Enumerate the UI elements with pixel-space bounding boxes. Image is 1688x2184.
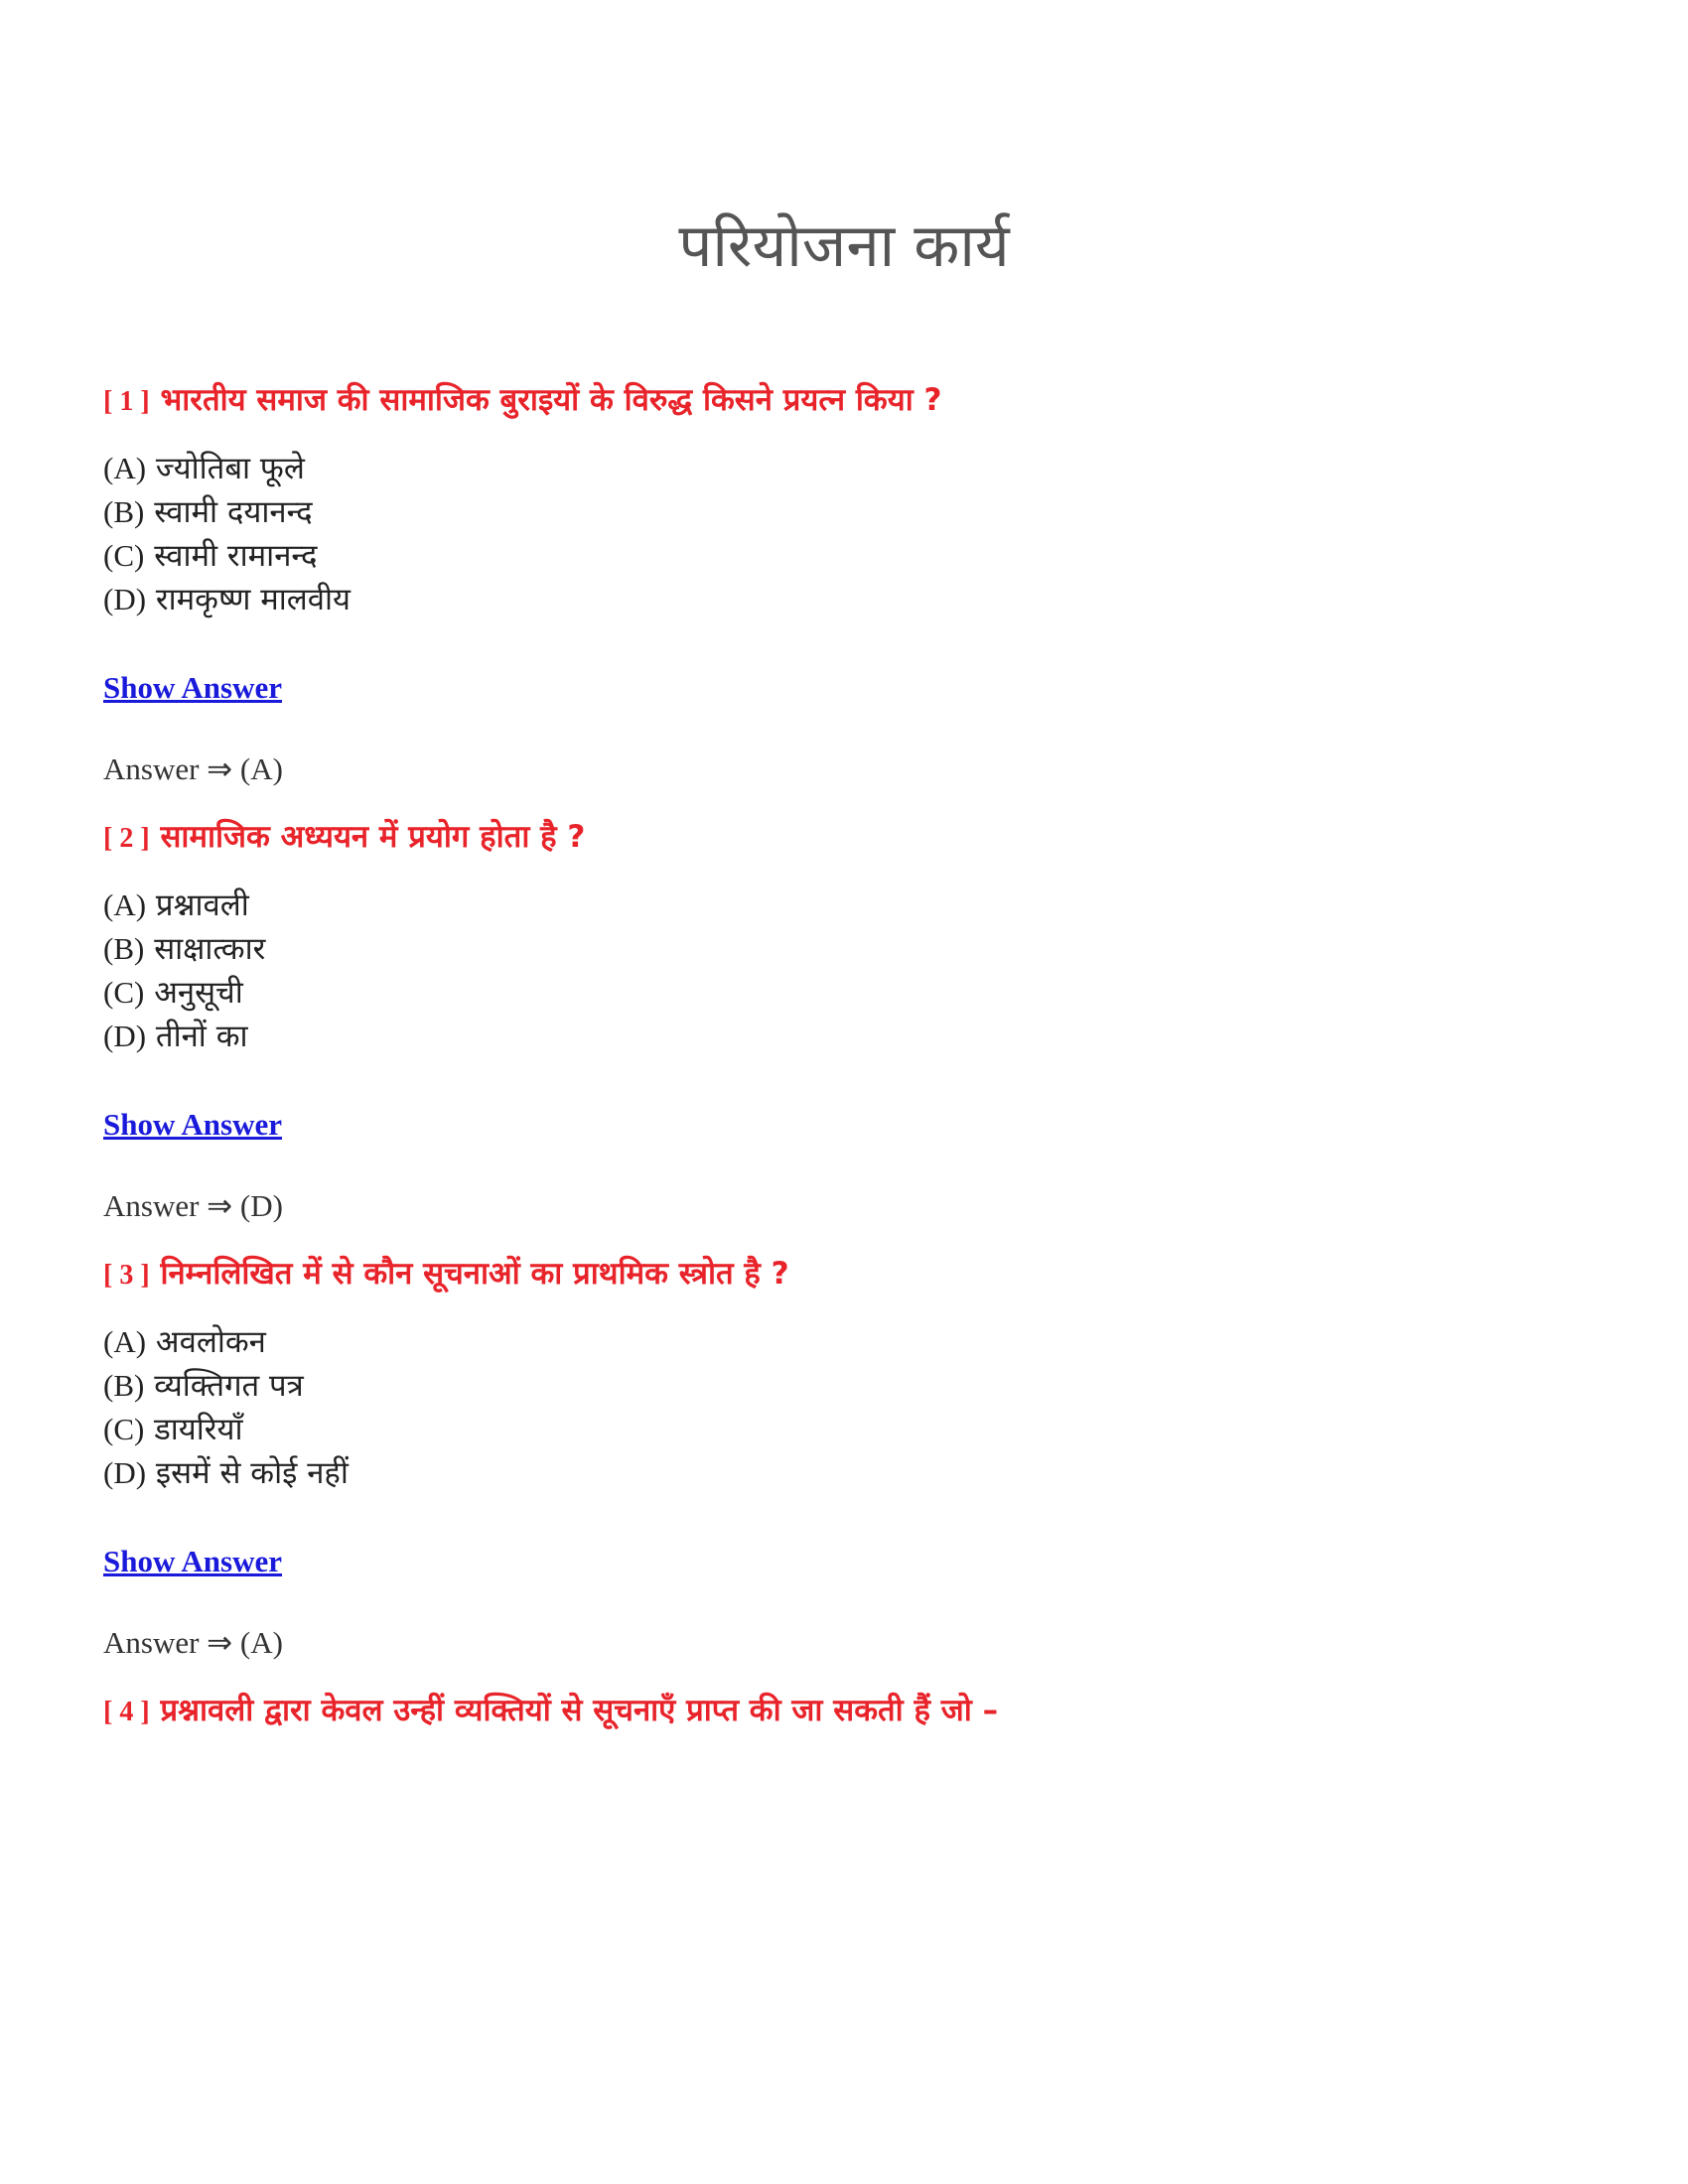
option-key: (D) — [103, 1019, 147, 1053]
option-key: (B) — [103, 1368, 145, 1403]
option-key: (B) — [103, 494, 145, 529]
option-text: अवलोकन — [155, 1324, 266, 1360]
option-key: (D) — [103, 1455, 147, 1490]
option-c — [103, 534, 1613, 578]
question-text: भारतीय समाज की सामाजिक बुराइयों के विरुद्ध किसने प्रयत्न किया ? — [160, 382, 942, 418]
question-number: [ 2 ] — [103, 823, 150, 854]
question-3 — [103, 1249, 1613, 1298]
page-title: परियोजना कार्य — [678, 211, 1010, 281]
question-text: निम्नलिखित में से कौन सूचनाओं का प्राथमिक स्त्रोत है ? — [160, 1256, 789, 1292]
option-key: (B) — [103, 931, 145, 966]
question-block-4 — [103, 1686, 1613, 1735]
question-number: [ 4 ] — [103, 1697, 150, 1727]
question-2 — [103, 812, 1613, 862]
question-block-1 — [103, 375, 1613, 794]
options-list — [103, 1320, 1613, 1495]
option-a — [103, 1320, 1613, 1364]
option-key: (C) — [103, 1412, 145, 1446]
option-text: तीनों का — [155, 1019, 248, 1054]
option-text: इसमें से कोई नहीं — [155, 1455, 349, 1491]
show-answer-link[interactable]: Show Answer — [103, 670, 283, 705]
question-text: सामाजिक अध्ययन में प्रयोग होता है ? — [160, 819, 586, 855]
show-answer-link[interactable]: Show Answer — [103, 1544, 283, 1578]
question-4 — [103, 1686, 1613, 1735]
option-text: डायरियाँ — [154, 1412, 243, 1447]
question-1 — [103, 375, 1613, 425]
option-key: (A) — [103, 451, 147, 485]
option-b — [103, 490, 1613, 534]
option-b — [103, 927, 1613, 971]
option-key: (A) — [103, 1324, 147, 1359]
option-text: प्रश्नावली — [155, 887, 249, 923]
question-block-2 — [103, 812, 1613, 1231]
option-text: साक्षात्कार — [154, 931, 266, 967]
option-key: (C) — [103, 538, 145, 573]
option-a — [103, 884, 1613, 927]
option-c — [103, 1408, 1613, 1451]
question-block-3 — [103, 1249, 1613, 1668]
options-list — [103, 447, 1613, 621]
option-text: व्यक्तिगत पत्र — [154, 1368, 304, 1404]
option-c — [103, 971, 1613, 1015]
option-d — [103, 578, 1613, 621]
question-number: [ 1 ] — [103, 386, 150, 417]
option-key: (C) — [103, 975, 145, 1010]
question-text: प्रश्नावली द्वारा केवल उन्हीं व्यक्तियों से सूचनाएँ प्राप्त की जा सकती हैं जो – — [160, 1693, 999, 1728]
option-key: (A) — [103, 887, 147, 922]
option-text: ज्योतिबा फूले — [155, 451, 305, 486]
show-answer-link[interactable]: Show Answer — [103, 1107, 283, 1142]
option-text: रामकृष्ण मालवीय — [155, 582, 352, 617]
option-a — [103, 447, 1613, 490]
answer-text: Answer ⇒ (D) — [103, 1188, 283, 1223]
question-list — [103, 375, 1613, 1753]
option-b — [103, 1364, 1613, 1408]
option-text: स्वामी दयानन्द — [154, 494, 313, 530]
option-text: स्वामी रामानन्द — [154, 538, 318, 574]
question-number: [ 3 ] — [103, 1260, 150, 1291]
option-text: अनुसूची — [154, 975, 243, 1011]
option-d — [103, 1015, 1613, 1058]
answer-text: Answer ⇒ (A) — [103, 751, 283, 786]
option-key: (D) — [103, 582, 147, 616]
answer-text: Answer ⇒ (A) — [103, 1625, 283, 1660]
options-list — [103, 884, 1613, 1058]
option-d — [103, 1451, 1613, 1495]
